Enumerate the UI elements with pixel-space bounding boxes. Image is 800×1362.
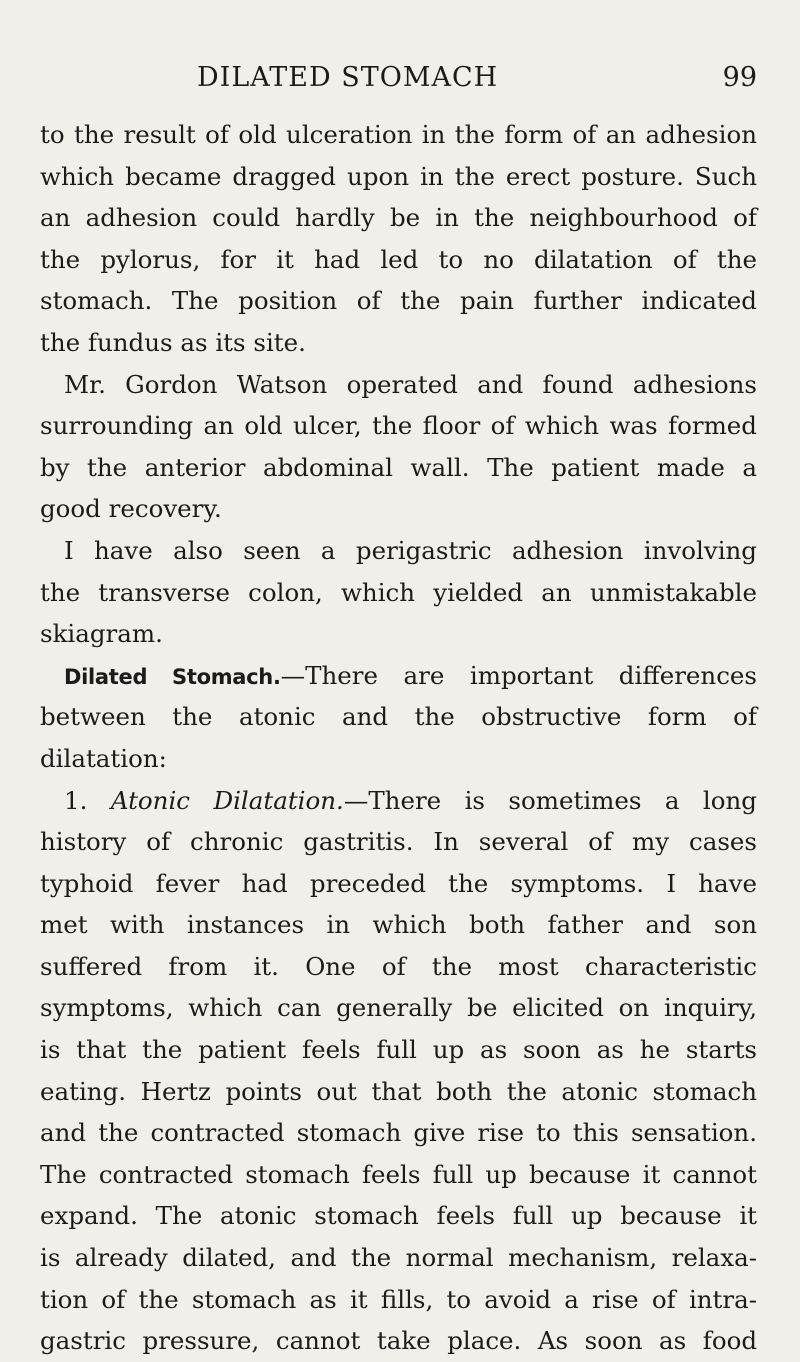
text-line: an adhesion could hardly be in the neighbourhood of — [40, 203, 757, 233]
page-number: 99 — [722, 62, 757, 93]
subsection-heading-text: —There is sometimes a long — [343, 785, 757, 815]
text-line: which became dragged upon in the erect posture. Such — [40, 161, 757, 191]
subsection-heading-line — [40, 780, 757, 822]
text-line: stomach. The position of the pain further indicated — [40, 286, 757, 316]
body-text — [40, 114, 757, 1362]
section-heading-text: —There are important differences — [280, 660, 758, 690]
text-line: gastric pressure, cannot take place. As soon as food — [40, 1326, 757, 1356]
text-line: typhoid fever had preceded the symptoms. I have — [40, 868, 757, 898]
running-head-title: DILATED STOMACH — [197, 62, 499, 93]
text-line: is that the patient feels full up as soon as he starts — [40, 1035, 757, 1065]
text-line: Mr. Gordon Watson operated and found adhesions — [64, 369, 757, 399]
text-line: dilatation: — [40, 743, 167, 773]
text-line: history of chronic gastritis. In several of my cases — [40, 827, 757, 857]
text-line: suffered from it. One of the most characteristic — [40, 951, 757, 981]
text-line: the pylorus, for it had led to no dilatation of the — [40, 244, 757, 274]
text-line: the transverse colon, which yielded an unmistakable — [40, 577, 757, 607]
subsection-number: 1. — [64, 785, 88, 815]
text-line: the fundus as its site. — [40, 327, 306, 357]
text-line: to the result of old ulceration in the form of an adhesion — [40, 120, 757, 149]
text-line: I have also seen a perigastric adhesion involving — [64, 535, 757, 565]
section-heading: Dilated Stomach. — [64, 664, 281, 689]
text-line: eating. Hertz points out that both the atonic stomach — [40, 1076, 757, 1106]
text-line: and the contracted stomach give rise to this sensation. — [40, 1118, 757, 1148]
text-line: symptoms, which can generally be elicited on inquiry, — [40, 993, 757, 1023]
text-line: surrounding an old ulcer, the floor of which was formed — [40, 411, 757, 441]
text-line: skiagram. — [40, 619, 163, 649]
text-line: tion of the stomach as it fills, to avoid a rise of intra- — [40, 1284, 757, 1314]
text-line: between the atonic and the obstructive form of — [40, 702, 757, 732]
running-head — [197, 58, 757, 98]
text-line: by the anterior abdominal wall. The patient made a — [40, 452, 757, 482]
text-line: The contracted stomach feels full up because it cannot — [40, 1159, 757, 1189]
subsection-heading: Atonic Dilatation. — [110, 785, 344, 815]
text-line: is already dilated, and the normal mechanism, relaxa- — [40, 1243, 757, 1273]
text-line: met with instances in which both father and son — [40, 910, 757, 940]
text-line: good recovery. — [40, 494, 222, 524]
text-line: expand. The atonic stomach feels full up because it — [40, 1201, 757, 1231]
section-heading-line — [40, 655, 757, 697]
